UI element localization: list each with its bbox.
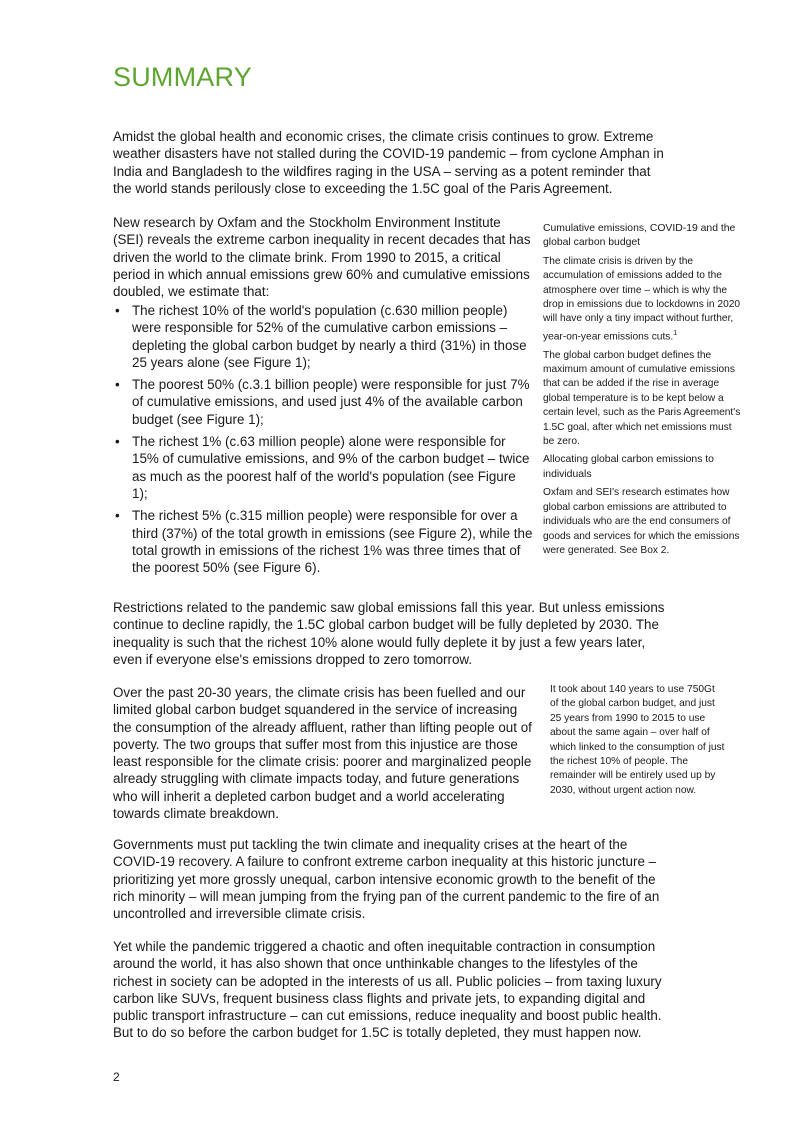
sidebar-heading-cumulative: Cumulative emissions, COVID-19 and the global carbon budget <box>543 223 736 249</box>
sidebar-paragraph: Oxfam and SEI's research estimates how global carbon emissions are attributed to individuals who are the end consumers of goods and services for which the emissions were generated. See Box 2. <box>543 487 740 556</box>
intro-paragraph: Amidst the global health and economic crises, the climate crisis continues to grow. Extreme weather disasters have not stalled during the COVID-19 pandemic – from cyclone Amphan in India and Bangladesh to the wildfires raging in the USA – serving as a potent reminder that the world stands perilously close to exceeding the 1.5C goal of the Paris Agreement. <box>113 129 664 196</box>
list-item-text: The richest 10% of the world's population (c.630 million people) were responsible for 52% of the cumulative carbon emissions – depleting the global carbon budget by nearly a third (31%) in those 25 years alone (see Figure 1); <box>132 303 527 370</box>
list-item-text: The richest 5% (c.315 million people) were responsible for over a third (37%) of the total growth in emissions (see Figure 2), while the total growth in emissions of the richest 1% was three times that of the poorest 50% (see Figure 6). <box>132 508 533 576</box>
page-title: SUMMARY <box>113 62 252 92</box>
callout-text: It took about 140 years to use 750Gt of the global carbon budget, and just 25 years from 1990 to 2015 to use about the same again – over half of which linked to the consumption of just the richest 10% of people. The remainder will be entirely used up by 2030, without urgent action now. <box>550 684 725 796</box>
page-number: 2 <box>113 1070 120 1084</box>
closing-paragraph: Yet while the pandemic triggered a chaotic and often inequitable contraction in consumption around the world, it has also shown that once unthinkable changes to the lifestyles of the richest in society can be adopted in the interests of us all. Public policies – from taxing luxury carbon like SUVs, frequent business class flights and private jets, to expanding digital and public transport infrastructure – can cut emissions, reduce inequality and boost public health. But to do so before the carbon budget for 1.5C is totally depleted, they must happen now. <box>113 939 662 1041</box>
bullet-marker: • <box>115 377 120 393</box>
list-item <box>113 376 533 428</box>
sidebar-paragraph: The climate crisis is driven by the accumulation of emissions added to the atmosphere over time – which is why the drop in emissions due to lockdowns in 2020 will have only a tiny impact without further, year-on-year emissions cuts.$^1$ <box>543 255 741 343</box>
list-item-text: The richest 1% (c.63 million people) alone were responsible for 15% of cumulative emissions, and 9% of the carbon budget – twice as much as the poorest half of the world's population (see Figure 1); <box>132 434 530 501</box>
bullet-marker: • <box>115 508 120 524</box>
list-item-text: The poorest 50% (c.3.1 billion people) were responsible for just 7% of cumulative emissions, and used just 4% of the available carbon budget (see Figure 1); <box>132 377 530 427</box>
restrictions-paragraph: Restrictions related to the pandemic saw global emissions fall this year. But unless emissions continue to decline rapidly, the 1.5C global carbon budget will be fully depleted by 2030. The inequality is such that the richest 10% alone would fully deplete it by just a few years later, even if everyone else's emissions dropped to zero tomorrow. <box>113 600 665 667</box>
past-paragraph: Over the past 20-30 years, the climate crisis has been fuelled and our limited global carbon budget squandered in the service of increasing the consumption of the already affluent, rather than lifting people out of poverty. The two groups that suffer most from this injustice are those least responsible for the climate crisis: poorer and marginalized people already struggling with climate impacts today, and future generations who will inherit a depleted carbon budget and a world accelerating towards climate breakdown. <box>113 685 532 822</box>
findings-list <box>113 302 533 581</box>
footnote-ref[interactable]: 1 <box>673 329 678 337</box>
callout-box <box>550 683 725 802</box>
research-paragraph: New research by Oxfam and the Stockholm Environment Institute (SEI) reveals the extreme carbon inequality in recent decades that has driven the world to the climate brink. From 1990 to 2015, a critical period in which annual emissions grew 60% and cumulative emissions doubled, we estimate that: <box>113 215 531 300</box>
governments-paragraph: Governments must put tackling the twin climate and inequality crises at the heart of the COVID-19 recovery. A failure to confront extreme carbon inequality at this historic juncture – prioritizing yet more grossly unequal, carbon intensive economic growth to the benefit of the rich minority – will mean jumping from the frying pan of the current pandemic to the fire of an uncontrolled and irreversible climate crisis. <box>113 837 660 922</box>
sidebar-box <box>543 222 743 562</box>
sidebar-heading-allocating: Allocating global carbon emissions to individuals <box>543 454 714 480</box>
bullet-marker: • <box>115 303 120 318</box>
list-item <box>113 507 533 576</box>
sidebar-paragraph: The global carbon budget defines the maximum amount of cumulative emissions that can be added if the rise in average global temperature is to be kept below a certain level, such as the Paris Agreement's 1.5C goal, after which net emissions must be zero. <box>543 349 741 448</box>
list-item <box>113 302 533 371</box>
bullet-marker: • <box>115 434 120 450</box>
list-item <box>113 433 533 502</box>
